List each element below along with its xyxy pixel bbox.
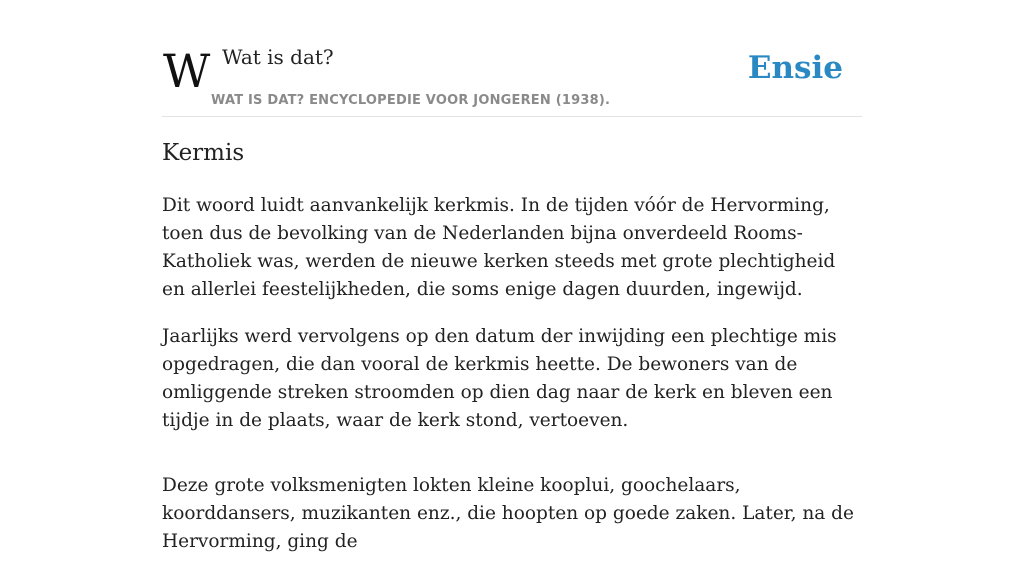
site-subtitle: WAT IS DAT? ENCYCLOPEDIE VOOR JONGEREN (1938). xyxy=(211,93,611,108)
paragraph: Deze grote volksmenigten lokten kleine kooplui, goochelaars, koorddansers, muzikanten enz., die hoopten op goede zaken. Later, na de Hervorming, ging de xyxy=(162,475,854,552)
site-title[interactable]: Wat is dat? xyxy=(222,45,334,69)
page xyxy=(162,0,862,552)
article-body xyxy=(162,192,862,575)
brand-logo[interactable]: Ensie xyxy=(747,50,843,86)
site-header xyxy=(162,0,862,117)
paragraph: Jaarlijks werd vervolgens op den datum der inwijding een plechtige mis opgedragen, die dan vooral de kerkmis heette. De bewoners van de omliggende streken stroomden op dien dag naar de kerk en bleven een tijdje in de plaats, waar de kerk stond, vertoeven. xyxy=(162,326,837,431)
article-title: Kermis xyxy=(162,140,245,166)
wikipedia-logo-icon[interactable]: W xyxy=(163,44,211,98)
paragraph: Dit woord luidt aanvankelijk kerkmis. In de tijden vóór de Hervorming, toen dus de bevolking van de Nederlanden bijna onverdeeld Rooms-Katholiek was, werden de nieuwe kerken steeds met grote plechtigheid en allerlei feestelijkheden, die soms enige dagen duurden, ingewijd. xyxy=(162,195,836,300)
